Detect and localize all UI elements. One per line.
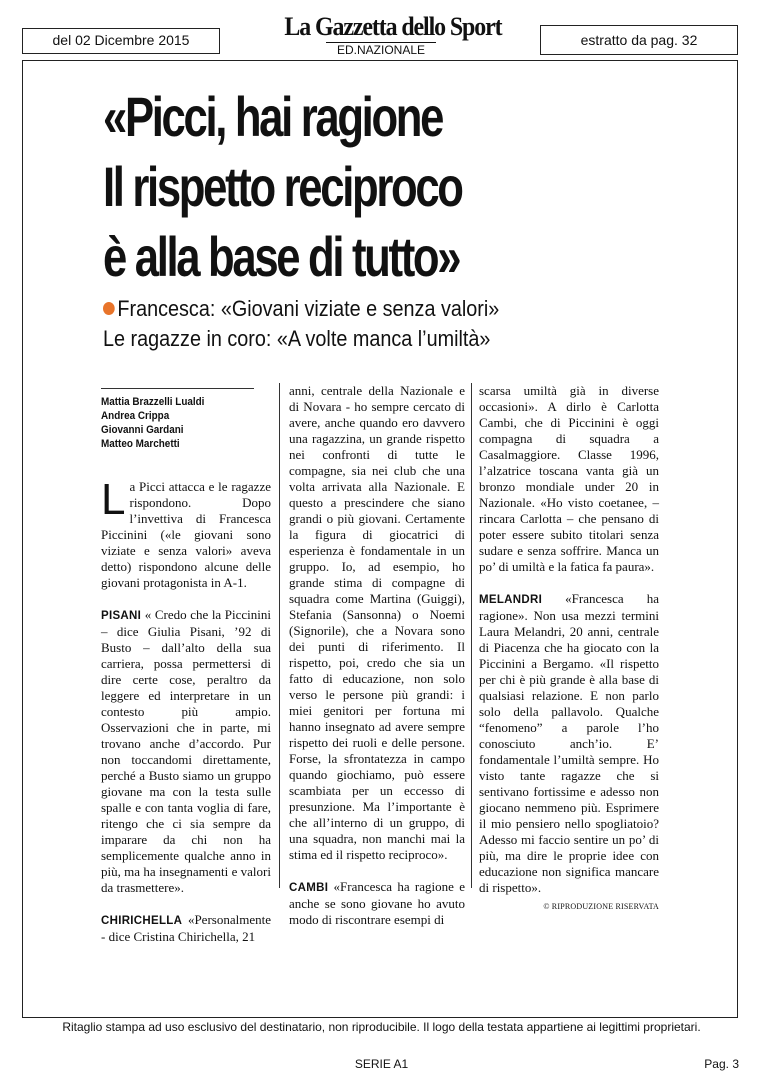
date-text: del 02 Dicembre 2015 — [52, 32, 190, 48]
article-column-1 — [101, 388, 271, 945]
column-divider — [471, 383, 472, 888]
date-box — [22, 28, 220, 54]
author-name: Matteo Marchetti — [101, 438, 180, 450]
lead-paragraph — [101, 475, 271, 591]
cambi-text: «Francesca ha ragione e anche se sono giovane ho avuto modo di riscontrare esempi di — [289, 879, 465, 927]
headline-line: è alla base di tutto» — [103, 225, 460, 288]
cambi-paragraph — [289, 879, 465, 928]
edition-label: ED.NAZIONALE — [326, 42, 436, 57]
copyright-notice: © RIPRODUZIONE RISERVATA — [543, 902, 659, 911]
column-divider — [279, 383, 280, 888]
masthead-logo: La Gazzetta dello Sport — [284, 12, 502, 41]
kicker-melandri: MELANDRI — [479, 594, 543, 606]
pisani-text: « Credo che la Piccinini – dice Giulia Pisani, ’92 di Busto – dall’alto della sua carriera, possa permettersi di dire certe cose, peraltro da leggere ed interpretare in un contesto più ampio. Osservazioni che in parte, mi trovano anche d’accordo. Pur non toccandomi direttamente, perché a Busto siamo un gruppo giovane ma con la testa sulle spalle e con tanta voglia di fare, ritengo che ci sia sempre da imparare da chi non ha semplicemente qualche anno in più, ma ha insegnamenti e valori da trasmettere». — [101, 607, 271, 895]
article-column-2 — [289, 383, 465, 928]
melandri-paragraph — [479, 591, 659, 896]
kicker-chirichella: CHIRICHELLA — [101, 915, 183, 927]
article-column-3 — [479, 383, 659, 912]
lead-text: a Picci attacca e le ragazze rispondono. Dopo l’invettiva di Francesca Piccinini («le giovani sono viziate e senza valori» aveva detto) rispondono alcune delle giovani protagonista in A-1. — [101, 479, 271, 590]
kicker-cambi: CAMBI — [289, 882, 329, 894]
cambi-continued: scarsa umiltà già in diverse occasioni». A dirlo è Carlotta Cambi, che di Piccinini è oggi compagna di squadra a Casalmaggiore. Classe 1996, l’alzatrice toscana vanta già un bronzo mondiale under 20 in Nazionale. «Ho visto coetanee, – rincara Carlotta – che pensano di poter essere subito titolari senza sudare e senza soffrire. Manca un po’ di umiltà e la fatica fa paura». — [479, 383, 659, 574]
pisani-paragraph — [101, 607, 271, 896]
author-byline — [101, 388, 254, 451]
chirichella-continued: anni, centrale della Nazionale e di Novara - ho sempre cercato di avere, anche quando ero davvero una ragazzina, un grande rispetto nei confronti di tutte le compagne, sia nei club che una volta arrivata alla Nazionale. E questo a prescindere che siano grandi o più giovani. Certamente la figura di giocatrici di esperienza è fondamentale in un gruppo. Io, ad esempio, ho grande stima di compagne di squadra come Martina (Guiggi), Stefania (Sansonna) o Noemi (Signorile), che a Novara sono dei punti di riferimento. Il rispetto, poi, credo che sia un fatto di educazione, non solo verso le persone più grandi: i miei genitori per fortuna mi hanno insegnato ad avere sempre rispetto dei ruoli e delle persone. Forse, la sfrontatezza in campo quando giochiamo, può essere scambiata per un eccesso di presunzione. Ma l’importante è che all’interno di un gruppo, di una squadra, non manchi mai la stima ed il rispetto reciproco». — [289, 383, 465, 862]
author-name: Mattia Brazzelli Lualdi — [101, 396, 205, 408]
kicker-pisani: PISANI — [101, 610, 142, 622]
source-page-text: estratto da pag. 32 — [580, 32, 698, 48]
footer-disclaimer: Ritaglio stampa ad uso esclusivo del destinatario, non riproducibile. Il logo della testata appartiene ai legittimi proprietari. — [62, 1020, 701, 1034]
melandri-text: «Francesca ha ragione». Non usa mezzi termini Laura Melandri, 20 anni, centrale di Piacenza che ha giocato con la Piccinini a Bergamo. «Il rispetto per chi è più grande è alla base di qualsiasi relazione. E non parlo solo della pallavolo. Qualche “fenomeno” a parole l’ho conosciuto anch’io. E’ fondamentale l’umiltà sempre. Ho visto tante ragazze che si sentivano fortissime e adesso non giocano nemmeno più. Esprimere il mio pensiero nello spogliatoio? Adesso mi faccio sentire un po’ di più, ma dire le proprie idee con educazione non significa mancare di rispetto». — [479, 591, 659, 895]
footer-page-number: Pag. 3 — [704, 1057, 739, 1071]
subheadline — [103, 294, 661, 354]
drop-cap: L — [101, 475, 126, 524]
source-page-box — [540, 25, 738, 55]
headline-line: «Picci, hai ragione — [103, 85, 443, 148]
headline-line: Il rispetto reciproco — [103, 155, 462, 218]
headline — [103, 82, 571, 292]
subhead-line: Le ragazze in coro: «A volte manca l’umiltà» — [103, 326, 491, 351]
chirichella-paragraph — [101, 912, 271, 945]
author-name: Giovanni Gardani — [101, 424, 184, 436]
masthead — [276, 12, 502, 57]
subhead-line-text: Francesca: «Giovani viziate e senza valori» — [117, 296, 500, 321]
bullet-dot-icon — [103, 302, 115, 315]
chirichella-text: «Personalmente - dice Cristina Chirichella, 21 — [101, 912, 271, 944]
author-name: Andrea Crippa — [101, 410, 170, 422]
subhead-line — [103, 294, 661, 324]
footer-section: SERIE A1 — [354, 1057, 409, 1071]
